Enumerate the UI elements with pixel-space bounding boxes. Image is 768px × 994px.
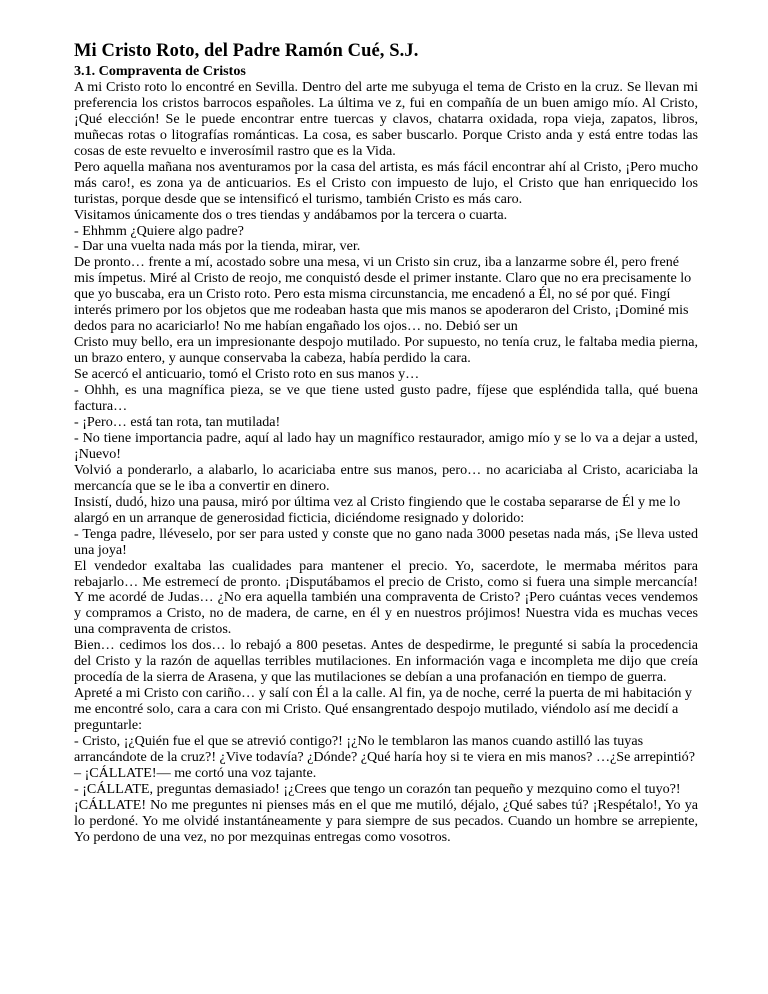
paragraph: Bien… cedimos los dos… lo rebajó a 800 pesetas. Antes de despedirme, le pregunté si sabía la procedencia del Cristo y la razón de aquellas terribles mutilaciones. En información vaga e incompleta me dijo que creía procedía de la sierra de Arasena, y que las mutilaciones se debían a una profanación en tiempo de guerra. xyxy=(74,637,698,686)
dialogue-line: - Tenga padre, lléveselo, por ser para usted y conste que no gano nada 3000 pesetas nada más, ¡Se lleva usted una joya! xyxy=(74,525,698,558)
dialogue-line: - Ehhmm ¿Quiere algo padre? xyxy=(74,222,244,239)
paragraph: Visitamos únicamente dos o tres tiendas y andábamos por la tercera o cuarta. xyxy=(74,206,508,223)
paragraph: Volvió a ponderarlo, a alabarlo, lo acariciaba entre sus manos, pero… no acariciaba al Cristo, acariciaba la mercancía que se le iba a convertir en dinero. xyxy=(74,461,698,494)
document-title: Mi Cristo Roto, del Padre Ramón Cué, S.J. xyxy=(74,41,419,61)
paragraph: Cristo muy bello, era un impresionante despojo mutilado. Por supuesto, no tenía cruz, le faltaba media pierna, un brazo entero, y aunque conservaba la cabeza, había perdido la cara. xyxy=(74,334,698,367)
dialogue-line: - Dar una vuelta nada más por la tienda, mirar, ver. xyxy=(74,238,361,255)
paragraph: Pero aquella mañana nos aventuramos por la casa del artista, es más fácil encontrar ahí al Cristo, ¡Pero mucho más caro!, es zona ya de anticuarios. Es el Cristo con impuesto de lujo, el Cristo que han enriquecido los turistas, porque desde que se intensificó el turismo, también Cristo es más caro. xyxy=(74,158,698,207)
paragraph: El vendedor exaltaba las cualidades para mantener el precio. Yo, sacerdote, le mermaba méritos para rebajarlo… Me estremecí de pronto. ¡Disputábamos el precio de Cristo, como si fuera una simple mercancía! Y me acordé de Judas… ¿No era aquella también una compraventa de Cristo? ¡Pero cuántas veces vendemos y compramos a Cristo, no de madera, de carne, en él y en nuestros prójimos! Nuestra vida es muchas veces una compraventa de cristos. xyxy=(74,557,698,638)
paragraph: De pronto… frente a mí, acostado sobre una mesa, vi un Cristo sin cruz, iba a lanzarme sobre él, pero frené mis ímpetus. Miré al Cristo de reojo, me conquistó desde el primer instante. Claro que no era precisamente lo que yo buscaba, era un Cristo roto. Pero esta misma circunstancia, me encadenó a Él, no sé por qué. Fingí interés primero por los objetos que me rodeaban hasta que mis manos se apoderaron del Cristo, ¡Dominé mis dedos para no acariciarlo! No me habían engañado los ojos… no. Debió ser un xyxy=(74,254,692,335)
dialogue-line: - No tiene importancia padre, aquí al lado hay un magnífico restaurador, amigo mío y se lo va a dejar a usted, ¡Nuevo! xyxy=(74,429,698,462)
dialogue-line: – ¡CÁLLATE!— me cortó una voz tajante. xyxy=(74,764,317,781)
dialogue-line: - Cristo, ¡¿Quién fue el que se atrevió contigo?! ¡¿No le temblaron las manos cuando astilló las tuyas arrancándote de la cruz?! ¿Vive todavía? ¿Dónde? ¿Qué haría hoy si te viera en mis manos? …¿Se arrepintió? xyxy=(74,733,695,765)
paragraph: A mi Cristo roto lo encontré en Sevilla. Dentro del arte me subyuga el tema de Cristo en la cruz. Se llevan mi preferencia los cristos barrocos españoles. La última ve z, fui en compañía de un buen amigo mío. Al Cristo, ¡Qué elección! Se le puede encontrar entre tuercas y clavos, chatarra oxidada, ropa vieja, zapatos, libros, muñecas rotas o litografías románticas. La cosa, es saber buscarlo. Porque Cristo anda y está entre todas las cosas de este revuelto e inverosímil rastro que es la Vida. xyxy=(74,78,698,159)
dialogue-line: - Ohhh, es una magnífica pieza, se ve que tiene usted gusto padre, fíjese que espléndida talla, qué buena factura… xyxy=(74,382,698,415)
dialogue-line: - ¡Pero… está tan rota, tan mutilada! xyxy=(74,413,281,430)
dialogue-line: - ¡CÁLLATE, preguntas demasiado! ¡¿Crees que tengo un corazón tan pequeño y mezquino como el tuyo?! xyxy=(74,780,681,797)
paragraph: ¡CÁLLATE! No me preguntes ni pienses más en el que me mutiló, déjalo, ¿Qué sabes tú? ¡Respétalo!, Yo ya lo perdoné. Yo me olvidé instantáneamente y para siempre de sus pecados. Cuando un hombre se arrepiente, Yo perdono de una vez, no por mezquinas entregas como vosotros. xyxy=(74,796,698,845)
paragraph: Se acercó el anticuario, tomó el Cristo roto en sus manos y… xyxy=(74,366,420,383)
section-heading: 3.1. Compraventa de Cristos xyxy=(74,63,246,79)
paragraph: Insistí, dudó, hizo una pausa, miró por última vez al Cristo fingiendo que le costaba separarse de Él y me lo alargó en un arranque de generosidad ficticia, diciéndome resignado y dolorido: xyxy=(74,493,681,526)
paragraph: Apreté a mi Cristo con cariño… y salí con Él a la calle. Al fin, ya de noche, cerré la puerta de mi habitación y me encontré solo, cara a cara con mi Cristo. Qué ensangrentado despojo mutilado, viéndolo así me decidí a preguntarle: xyxy=(74,685,692,734)
